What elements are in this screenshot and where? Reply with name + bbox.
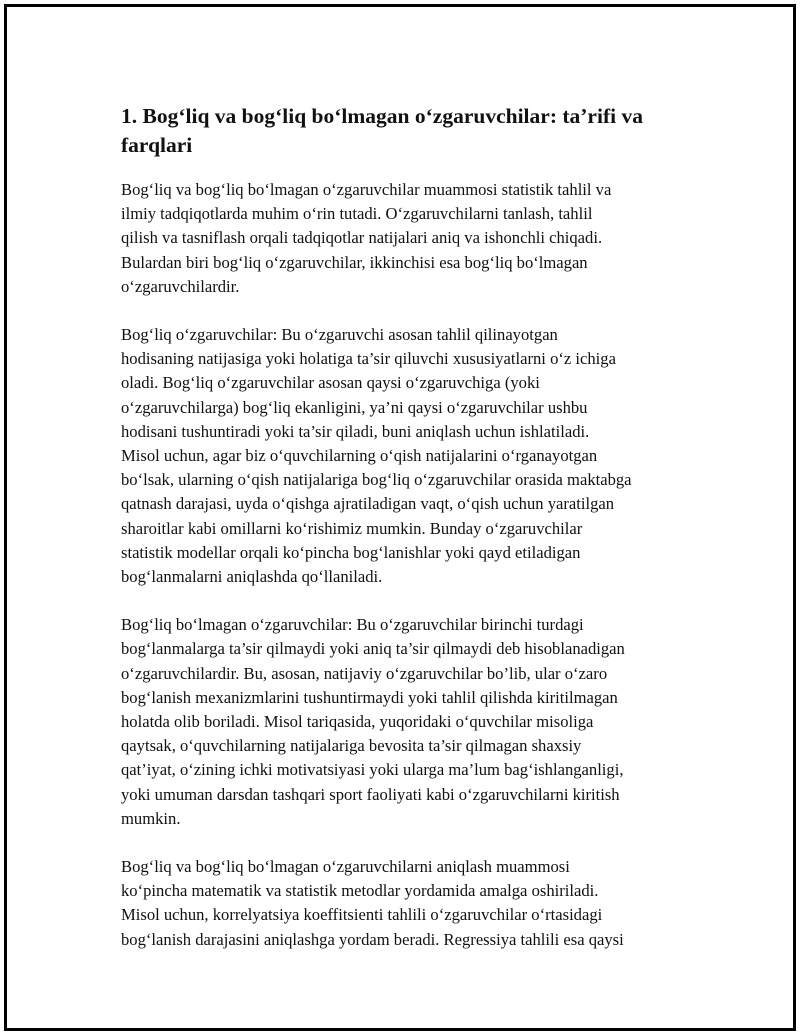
heading-line: 1. Bog‘liq va bog‘liq bo‘lmagan o‘zgaruvchilar: ta’rifi va bbox=[121, 104, 643, 128]
text-line: yoki umuman darsdan tashqari sport faoliyati kabi o‘zgaruvchilarni kiritish bbox=[121, 784, 620, 804]
document-body bbox=[121, 102, 691, 976]
paragraph-methods bbox=[121, 855, 691, 952]
heading-line: farqlari bbox=[121, 133, 193, 157]
text-line: Bog‘liq bo‘lmagan o‘zgaruvchilar: Bu o‘zgaruvchilar birinchi turdagi bbox=[121, 615, 584, 635]
text-line: o‘zgaruvchilardir. bbox=[121, 276, 240, 296]
text-line: statistik modellar orqali ko‘pincha bog‘lanishlar yoki qayd etiladigan bbox=[121, 542, 581, 562]
text-line: Bog‘liq va bog‘liq bo‘lmagan o‘zgaruvchilar muammosi statistik tahlil va bbox=[121, 180, 612, 199]
paragraph-dependent-variables bbox=[121, 323, 691, 589]
text-line: mumkin. bbox=[121, 808, 181, 828]
text-line: hodisani tushuntiradi yoki ta’sir qiladi, buni aniqlash uchun ishlatiladi. bbox=[121, 421, 590, 441]
text-line: qaytsak, o‘quvchilarning natijalariga bevosita ta’sir qilmagan shaxsiy bbox=[121, 736, 582, 756]
text-line: hodisaning natijasiga yoki holatiga ta’sir qiluvchi xususiyatlarni o‘z ichiga bbox=[121, 349, 616, 369]
paragraph-intro bbox=[121, 178, 691, 299]
text-line: qilish va tasniflash orqali tadqiqotlar natijalari aniq va ishonchli chiqadi. bbox=[121, 228, 603, 248]
text-line: qatnash darajasi, uyda o‘qishga ajratiladigan vaqt, o‘qish uchun yaratilgan bbox=[121, 494, 615, 514]
text-line: qat’iyat, o‘zining ichki motivatsiyasi yoki ularga ma’lum bag‘ishlanganligi, bbox=[121, 760, 624, 780]
text-line: Bog‘liq o‘zgaruvchilar: Bu o‘zgaruvchi asosan tahlil qilinayotgan bbox=[121, 325, 558, 345]
text-line: oladi. Bog‘liq o‘zgaruvchilar asosan qaysi o‘zgaruvchiga (yoki bbox=[121, 373, 540, 393]
text-line: Bulardan biri bog‘liq o‘zgaruvchilar, ikkinchisi esa bog‘liq bo‘lmagan bbox=[121, 252, 588, 272]
text-line: Misol uchun, agar biz o‘quvchilarning o‘qish natijalarini o‘rganayotgan bbox=[121, 446, 598, 466]
text-line: Misol uchun, korrelyatsiya koeffitsienti tahlili o‘zgaruvchilar o‘rtasidagi bbox=[121, 905, 603, 925]
text-line: o‘zgaruvchilardir. Bu, asosan, natijaviy o‘zgaruvchilar bo’lib, ular o‘zaro bbox=[121, 663, 608, 683]
text-line: sharoitlar kabi omillarni ko‘rishimiz mumkin. Bunday o‘zgaruvchilar bbox=[121, 518, 583, 538]
text-line: bog‘lanish darajasini aniqlashga yordam beradi. Regressiya tahlili esa qaysi bbox=[121, 929, 624, 949]
text-line: bo‘lsak, ularning o‘qish natijalariga bog‘liq o‘zgaruvchilar orasida maktabga bbox=[121, 470, 632, 490]
text-line: bog‘lanmalarni aniqlashda qo‘llaniladi. bbox=[121, 567, 383, 587]
text-line: bog‘lanmalarga ta’sir qilmaydi yoki aniq ta’sir qilmaydi deb hisoblanadigan bbox=[121, 639, 625, 659]
text-line: holatda olib boriladi. Misol tariqasida, yuqoridaki o‘quvchilar misoliga bbox=[121, 712, 594, 732]
text-line: Bog‘liq va bog‘liq bo‘lmagan o‘zgaruvchilarni aniqlash muammosi bbox=[121, 857, 570, 877]
text-line: o‘zgaruvchilarga) bog‘liq ekanligini, ya’ni qaysi o‘zgaruvchilar ushbu bbox=[121, 397, 588, 417]
text-line: bog‘lanish mexanizmlarini tushuntirmaydi yoki tahlil qilishda kiritilmagan bbox=[121, 687, 618, 707]
section-heading bbox=[121, 102, 691, 160]
document-page bbox=[4, 4, 796, 1031]
text-line: ilmiy tadqiqotlarda muhim o‘rin tutadi. O‘zgaruvchilarni tanlash, tahlil bbox=[121, 204, 593, 224]
paragraph-independent-variables bbox=[121, 613, 691, 831]
text-line: ko‘pincha matematik va statistik metodlar yordamida amalga oshiriladi. bbox=[121, 881, 599, 901]
